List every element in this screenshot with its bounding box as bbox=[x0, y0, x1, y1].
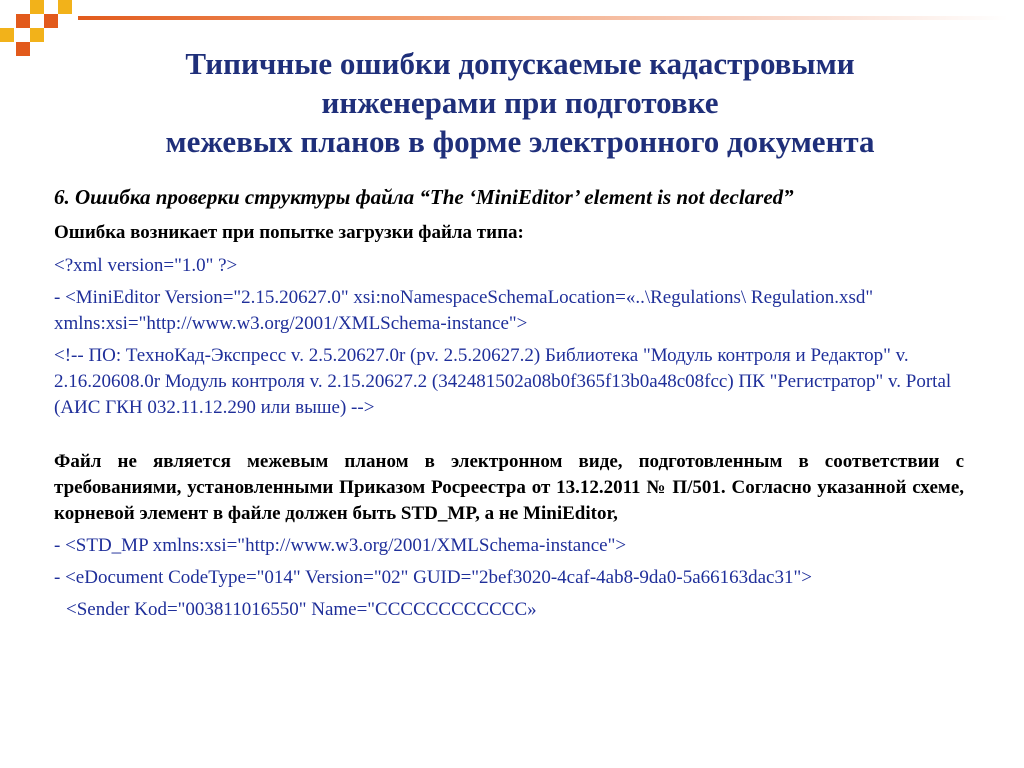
title-line: межевых планов в форме электронного документа bbox=[165, 124, 875, 159]
code-line: <Sender Kod="003811016550" Name="CCCCCCCCCCCC» bbox=[66, 599, 537, 620]
code-line: - <MiniEditor Version="2.15.20627.0" xsi:noNamespaceSchemaLocation=«..\Regulations\ Regulation.xsd" xmlns:xsi="http://www.w3.org/2001/XMLSchema-instance"> bbox=[54, 287, 874, 334]
intro-text: Ошибка возникает при попытке загрузки файла типа: bbox=[54, 222, 524, 243]
decor-square bbox=[16, 14, 30, 28]
decorative-squares bbox=[0, 0, 80, 60]
header-accent-bar bbox=[78, 16, 1008, 20]
decor-square bbox=[30, 0, 44, 14]
code-line: - <eDocument CodeType="014" Version="02" GUID="2bef3020-4caf-4ab8-9da0-5a66163dac31"> bbox=[54, 567, 812, 588]
decor-square bbox=[30, 28, 44, 42]
code-line: <?xml version="1.0" ?> bbox=[54, 255, 238, 276]
code-line: - <STD_MP xmlns:xsi="http://www.w3.org/2001/XMLSchema-instance"> bbox=[54, 535, 627, 556]
slide-title bbox=[70, 44, 970, 161]
spacer bbox=[54, 427, 964, 449]
code-line: <!-- ПО: ТехноКад-Экспресс v. 2.5.20627.0r (pv. 2.5.20627.2) Библиотека "Модуль контроля и Редактор" v. 2.16.20608.0r Модуль контроля v. 2.15.20627.2 (342481502a08b0f365f13b0a48c08fcc) ПК "Регистратор" v. Portal (АИС ГКН 032.11.12.290 или выше) --> bbox=[54, 345, 952, 418]
decor-square bbox=[58, 0, 72, 14]
explanation-paragraph: Файл не является межевым планом в электронном виде, подготовленным в соответствии с требованиями, установленными Приказом Росреестра от 13.12.2011 № П/501. Согласно указанной схеме, корневой элемент в файле должен быть STD_MP, а не MiniEditor, bbox=[54, 451, 964, 524]
decor-square bbox=[44, 14, 58, 28]
decor-square bbox=[0, 28, 14, 42]
error-heading: 6. Ошибка проверки структуры файла “The ‘MiniEditor’ element is not declared” bbox=[54, 185, 794, 209]
title-line: инженерами при подготовке bbox=[321, 85, 719, 120]
decor-square bbox=[16, 42, 30, 56]
slide-content bbox=[54, 180, 964, 629]
title-line: Типичные ошибки допускаемые кадастровыми bbox=[185, 46, 855, 81]
